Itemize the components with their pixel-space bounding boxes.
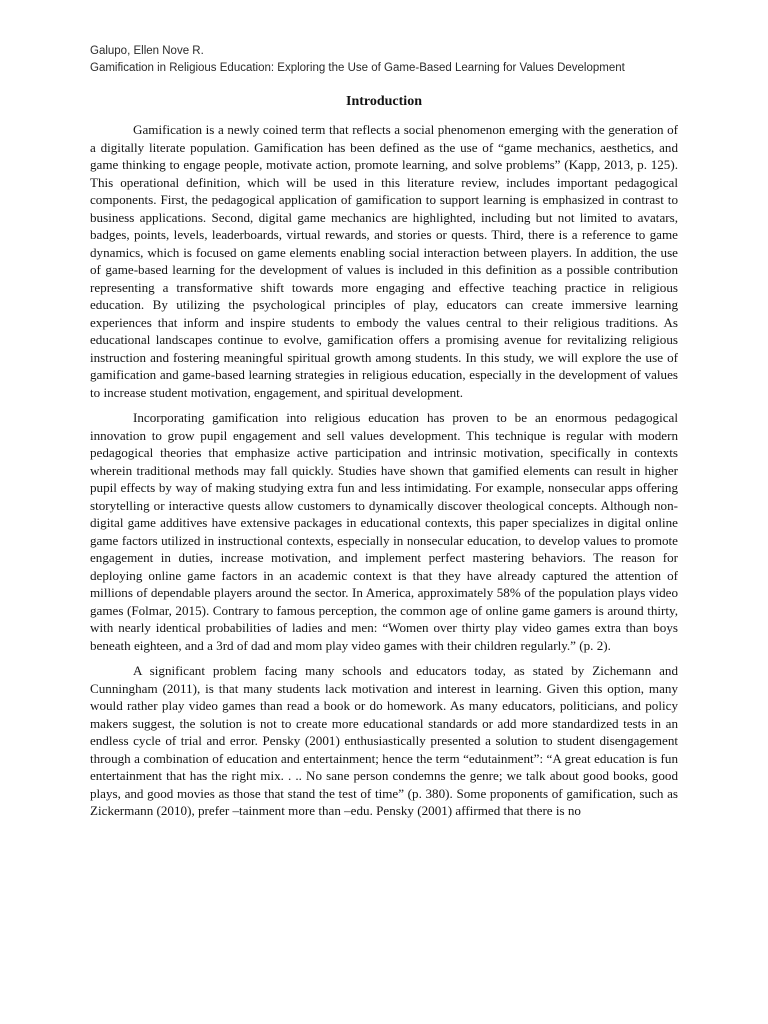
author-name: Galupo, Ellen Nove R. <box>90 45 204 57</box>
paragraph-2: Incorporating gamification into religious education has proven to be an enormous pedagogical innovation to grow pupil engagement and sell values development. This technique is regular with modern pedagogical theories that emphasize active participation and intrinsic motivation, specifically in contexts wherein traditional methods may fall quickly. Studies have shown that gamified elements can result in higher pupil effects by way of making studying extra fun and less intimidating. For example, nonsecular apps offering storytelling or interactive quests allow customers to dynamically discover theological concepts. Although non-digital game additives have extensive packages in educational contexts, this paper specializes in digital online game factors utilized in instructional contexts, especially in nonsecular education, to develop values to promote engagement in duties, increase motivation, and implement perfect mastering behaviors. The reason for deploying online game factors in an academic context is that they have already captured the attention of millions of dependable players around the sector. In America, approximately 58% of the population plays video games (Folmar, 2015). Contrary to famous perception, the common age of online game gamers is around thirty, with nearly identical probabilities of ladies and men: “Women over thirty play video games extra than boys beneath eighteen, and a 3rd of dad and mom play video games with their children regularly.” (p. 2). <box>90 410 678 653</box>
paper-title: Gamification in Religious Education: Exploring the Use of Game-Based Learning for Values Development <box>90 62 625 74</box>
paragraph-3: A significant problem facing many schools and educators today, as stated by Zichemann and Cunningham (2011), is that many students lack motivation and interest in learning. Given this option, many would rather play video games than read a book or do homework. As many educators, politicians, and policy makers suggest, the solution is not to create more educational standards or add more standardized tests in an endless cycle of trial and error. Pensky (2001) enthusiastically presented a solution to student disengagement through a combination of education and entertainment; hence the term “edutainment”: “A great education is fun entertainment that has the right mix. . .. No sane person condemns the genre; we talk about good books, good plays, and good movies as those that stand the test of time” (p. 380). Some proponents of gamification, such as Zickermann (2010), prefer –tainment more than –edu. Pensky (2001) affirmed that there is no <box>90 663 678 818</box>
section-heading: Introduction <box>346 94 422 109</box>
paragraph-1: Gamification is a newly coined term that reflects a social phenomenon emerging with the generation of a digitally literate population. Gamification has been defined as the use of “game mechanics, aesthetics, and game thinking to engage people, motivate action, promote learning, and solve problems” (Kapp, 2013, p. 125). This operational definition, which will be used in this literature review, includes important pedagogical components. First, the pedagogical application of gamification to support learning is emphasized in contrast to business applications. Second, digital game mechanics are highlighted, including but not limited to avatars, badges, points, levels, leaderboards, virtual rewards, and stories or quests. Third, there is a reference to game dynamics, which is focused on game elements enabling social interaction between players. In addition, the use of game-based learning for the development of values is included in this definition as a possible contribution representing a transformative shift towards more engaging and effective teaching practice in religious education. By utilizing the psychological principles of play, educators can create immersive learning experiences that inform and inspire students to embody the values central to their religious traditions. As educational landscapes continue to evolve, gamification offers a promising avenue for revitalizing religious instruction and fostering meaningful spiritual growth among students. In this study, we will explore the use of gamification and game-based learning strategies in religious education, especially in the development of values to increase student motivation, engagement, and spiritual development. <box>90 122 678 400</box>
document-body <box>90 121 678 828</box>
running-header <box>90 43 690 77</box>
